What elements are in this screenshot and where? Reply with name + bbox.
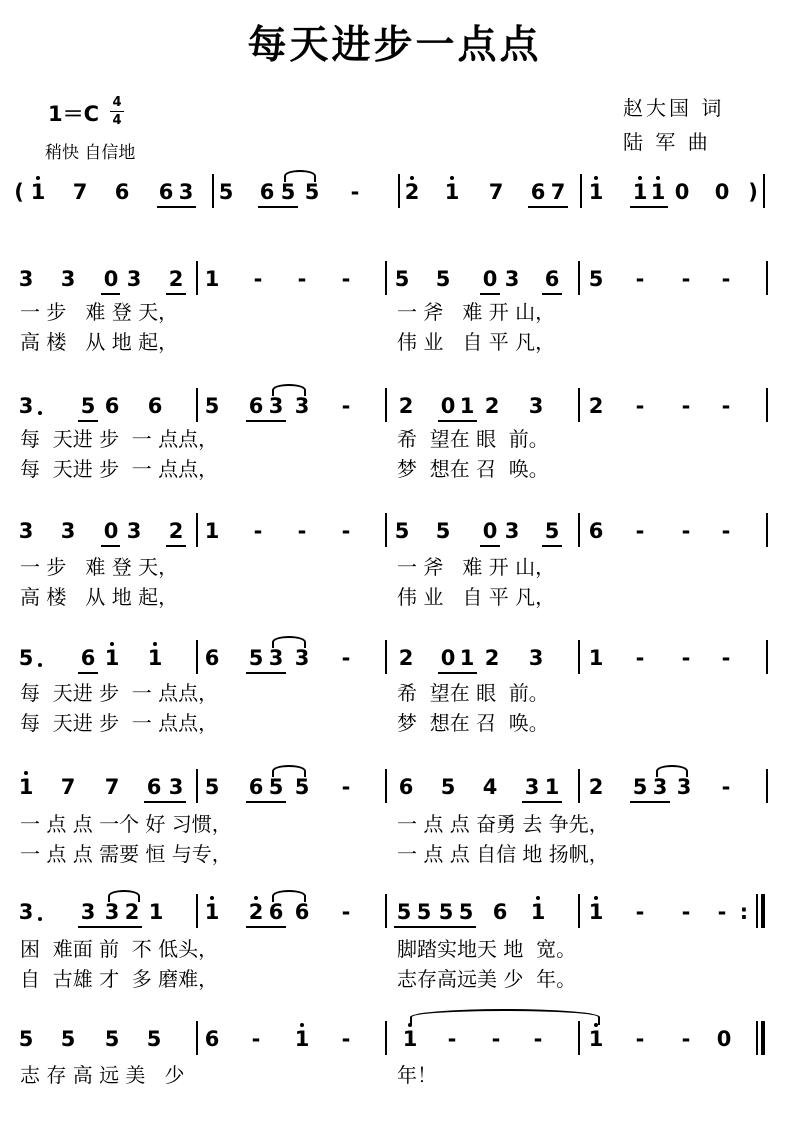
augmentation-dot — [38, 411, 42, 415]
note: 6 — [146, 775, 162, 799]
barline — [580, 174, 582, 208]
note: 1 — [588, 180, 604, 204]
note: 6 — [204, 646, 220, 670]
note: 1 — [204, 900, 220, 924]
lyric-line: 高 楼 从 地 起， — [20, 330, 179, 354]
note: 3 — [268, 394, 284, 418]
lyric-line: 高 楼 从 地 起， — [20, 585, 179, 609]
note: 6 — [492, 900, 508, 924]
lyric-line: 脚踏实地天 地 宽。 — [397, 937, 577, 961]
note: 6 — [158, 180, 174, 204]
note: 3 — [104, 900, 120, 924]
note: 3 — [652, 775, 668, 799]
barline — [385, 894, 387, 928]
note: - — [491, 1027, 501, 1051]
lyric-line: 一 步 难 登 天， — [20, 555, 179, 579]
note: 1 — [204, 267, 220, 291]
note: 5 — [440, 775, 456, 799]
note: 2 — [398, 646, 414, 670]
beam-underline — [630, 206, 668, 208]
lyric-line: 自 古雄 才 多 磨难， — [20, 967, 219, 991]
note: 5 — [80, 394, 96, 418]
beam-underline — [542, 545, 562, 547]
repeat-sign: : — [739, 900, 749, 924]
beam-underline — [258, 206, 298, 208]
note: 5 — [394, 519, 410, 543]
note: 0 — [482, 519, 498, 543]
note: 3 — [504, 267, 520, 291]
note: 1 — [459, 394, 475, 418]
note: 5 — [204, 775, 220, 799]
time-signature — [110, 94, 124, 129]
note: 2 — [124, 900, 140, 924]
barline — [766, 261, 768, 295]
note: 7 — [550, 180, 566, 204]
barline — [578, 388, 580, 422]
note: - — [341, 519, 351, 543]
note: 6 — [147, 394, 163, 418]
note: - — [635, 394, 645, 418]
lyric-line: 伟 业 自 平 凡， — [397, 585, 556, 609]
lyric-line: 伟 业 自 平 凡， — [397, 330, 556, 354]
note: 5 — [632, 775, 648, 799]
note: 5 — [60, 1027, 76, 1051]
note: 3 — [178, 180, 194, 204]
note: 0 — [103, 519, 119, 543]
note: 3 — [80, 900, 96, 924]
barline — [766, 640, 768, 674]
beam-underline — [438, 672, 477, 674]
octave-dot — [450, 176, 454, 180]
note: 5 — [104, 1027, 120, 1051]
note: 3 — [168, 775, 184, 799]
lyric-line: 每 天进 步 一 点点， — [20, 711, 219, 735]
beam-underline — [78, 672, 98, 674]
beam-underline — [101, 293, 120, 295]
note: 1 — [104, 646, 120, 670]
note: 1 — [588, 900, 604, 924]
octave-dot — [410, 176, 414, 180]
tempo-marking: 稍快 自信地 — [45, 143, 136, 163]
note: 3 — [126, 267, 142, 291]
note: 1 — [294, 1027, 310, 1051]
note: 1 — [147, 646, 163, 670]
note: 1 — [650, 180, 666, 204]
note: - — [341, 1027, 351, 1051]
note: 2 — [168, 267, 184, 291]
barline — [578, 261, 580, 295]
beam-underline — [438, 420, 477, 422]
note: - — [635, 267, 645, 291]
barline — [766, 388, 768, 422]
note: - — [635, 1027, 645, 1051]
note: 1 — [632, 180, 648, 204]
octave-dot — [594, 1023, 598, 1027]
note: - — [717, 900, 727, 924]
note: 6 — [80, 646, 96, 670]
beam-underline — [166, 293, 186, 295]
barline — [196, 388, 198, 422]
octave-dot — [300, 1023, 304, 1027]
note: 3 — [126, 519, 142, 543]
beam-underline — [522, 801, 562, 803]
note: 6 — [259, 180, 275, 204]
barline — [196, 513, 198, 547]
note: - — [253, 267, 263, 291]
octave-dot — [153, 642, 157, 646]
note: 0 — [716, 1027, 732, 1051]
note: - — [341, 775, 351, 799]
beam-underline — [394, 926, 476, 928]
lyric-line: 希 望在 眼 前。 — [397, 427, 549, 451]
note: 1 — [30, 180, 46, 204]
note: 5 — [435, 267, 451, 291]
note: 1 — [444, 180, 460, 204]
note: 6 — [544, 267, 560, 291]
note: 5 — [435, 519, 451, 543]
lyric-line: 每 天进 步 一 点点， — [20, 681, 219, 705]
note: 2 — [168, 519, 184, 543]
note: - — [635, 646, 645, 670]
barline — [578, 640, 580, 674]
note: 1 — [459, 646, 475, 670]
lyric-line: 每 天进 步 一 点点， — [20, 427, 219, 451]
note: 1 — [530, 900, 546, 924]
note: - — [681, 519, 691, 543]
final-barline — [761, 1021, 765, 1055]
note: 0 — [714, 180, 730, 204]
beam-underline — [157, 206, 196, 208]
note: 7 — [72, 180, 88, 204]
open-paren: ( — [14, 180, 24, 204]
note: 5 — [458, 900, 474, 924]
barline — [196, 769, 198, 803]
note: 6 — [248, 775, 264, 799]
note: 3 — [528, 646, 544, 670]
note: 5 — [416, 900, 432, 924]
octave-dot — [536, 896, 540, 900]
note: 1 — [588, 1027, 604, 1051]
note: 3 — [676, 775, 692, 799]
beam-underline — [246, 420, 286, 422]
lyric-line: 志存高远美 少 年。 — [397, 967, 577, 991]
lyric-line: 一 斧 难 开 山， — [397, 300, 556, 324]
lyricist-credit: 赵大国 词 — [623, 96, 725, 120]
note: 3 — [18, 267, 34, 291]
note: 5 — [396, 900, 412, 924]
beam-underline — [480, 293, 500, 295]
close-paren: ) — [748, 180, 758, 204]
song-title: 每天进步一点点 — [247, 22, 542, 68]
beam-underline — [528, 206, 568, 208]
note: 5 — [280, 180, 296, 204]
beam-underline — [246, 672, 286, 674]
note: - — [533, 1027, 543, 1051]
barline — [756, 1021, 758, 1055]
note: 3 — [294, 646, 310, 670]
tie-slur — [410, 1009, 600, 1025]
note: 7 — [488, 180, 504, 204]
augmentation-dot — [38, 917, 42, 921]
barline — [578, 769, 580, 803]
beam-underline — [542, 293, 562, 295]
note: 0 — [440, 394, 456, 418]
lyric-line: 一 点 点 奋勇 去 争先， — [397, 812, 609, 836]
final-barline — [761, 894, 765, 928]
note: - — [721, 646, 731, 670]
beam-underline — [144, 801, 186, 803]
note: - — [297, 519, 307, 543]
lyric-line: 一 点 点 一个 好 习惯， — [20, 812, 232, 836]
lyric-line: 梦 想在 召 唤。 — [397, 711, 549, 735]
barline — [385, 261, 387, 295]
note: 5 — [304, 180, 320, 204]
key-signature: 1＝C — [48, 102, 100, 126]
note: 1 — [402, 1027, 418, 1051]
note: 4 — [482, 775, 498, 799]
note: - — [721, 394, 731, 418]
lyric-line: 一 点 点 自信 地 扬帆， — [397, 842, 609, 866]
note: 3 — [504, 519, 520, 543]
octave-dot — [254, 896, 258, 900]
note: 5 — [268, 775, 284, 799]
barline — [578, 1021, 580, 1055]
beam-underline — [480, 545, 500, 547]
note: 5 — [438, 900, 454, 924]
note: - — [447, 1027, 457, 1051]
augmentation-dot — [38, 663, 42, 667]
note: 1 — [148, 900, 164, 924]
note: 2 — [398, 394, 414, 418]
beam-underline — [630, 801, 670, 803]
composer-credit: 陆 军 曲 — [623, 130, 711, 154]
note: 5 — [248, 646, 264, 670]
note: 5 — [18, 646, 34, 670]
note: 5 — [294, 775, 310, 799]
note: - — [635, 519, 645, 543]
note: 2 — [404, 180, 420, 204]
note: - — [635, 900, 645, 924]
barline — [385, 513, 387, 547]
note: 6 — [204, 1027, 220, 1051]
note: - — [681, 900, 691, 924]
note: 5 — [146, 1027, 162, 1051]
note: 3 — [18, 900, 34, 924]
barline — [196, 261, 198, 295]
beam-underline — [101, 545, 120, 547]
note: - — [350, 180, 360, 204]
note: - — [681, 267, 691, 291]
lyric-line: 梦 想在 召 唤。 — [397, 457, 549, 481]
note: 5 — [218, 180, 234, 204]
beam-underline — [166, 545, 186, 547]
note: - — [721, 775, 731, 799]
beam-underline — [246, 801, 286, 803]
note: 6 — [114, 180, 130, 204]
octave-dot — [594, 896, 598, 900]
note: 2 — [484, 394, 500, 418]
note: - — [251, 1027, 261, 1051]
note: 2 — [588, 394, 604, 418]
lyric-line: 每 天进 步 一 点点， — [20, 457, 219, 481]
barline — [385, 1021, 387, 1055]
lyric-line: 一 斧 难 开 山， — [397, 555, 556, 579]
barline — [212, 174, 214, 208]
note: 3 — [60, 267, 76, 291]
barline — [763, 174, 765, 208]
barline — [196, 894, 198, 928]
beam-underline — [78, 420, 98, 422]
note: 5 — [588, 267, 604, 291]
note: 3 — [294, 394, 310, 418]
note: 3 — [18, 394, 34, 418]
octave-dot — [638, 176, 642, 180]
time-signature-bottom: 4 — [112, 113, 122, 128]
note: 5 — [544, 519, 560, 543]
barline — [766, 513, 768, 547]
beam-underline — [246, 926, 286, 928]
note: 1 — [18, 775, 34, 799]
note: 2 — [484, 646, 500, 670]
note: 1 — [204, 519, 220, 543]
octave-dot — [210, 896, 214, 900]
note: 2 — [248, 900, 264, 924]
barline — [398, 174, 400, 208]
barline — [766, 769, 768, 803]
barline — [756, 894, 758, 928]
note: 6 — [398, 775, 414, 799]
octave-dot — [110, 642, 114, 646]
note: 0 — [482, 267, 498, 291]
note: 3 — [268, 646, 284, 670]
note: - — [721, 267, 731, 291]
note: - — [681, 1027, 691, 1051]
note: 6 — [530, 180, 546, 204]
note: 1 — [588, 646, 604, 670]
lyric-line: 希 望在 眼 前。 — [397, 681, 549, 705]
barline — [385, 640, 387, 674]
note: 5 — [204, 394, 220, 418]
note: 6 — [248, 394, 264, 418]
tie-slur — [108, 890, 140, 902]
note: 7 — [60, 775, 76, 799]
barline — [385, 388, 387, 422]
octave-dot — [24, 771, 28, 775]
note: - — [341, 267, 351, 291]
lyric-line: 志 存 高 远 美 少 — [20, 1063, 185, 1087]
note: 2 — [588, 775, 604, 799]
lyric-line: 一 步 难 登 天， — [20, 300, 179, 324]
octave-dot — [594, 176, 598, 180]
note: 6 — [268, 900, 284, 924]
barline — [578, 894, 580, 928]
lyric-line: 困 难面 前 不 低头， — [20, 937, 219, 961]
note: 3 — [18, 519, 34, 543]
lyric-line: 年！ — [397, 1063, 437, 1087]
note: - — [721, 519, 731, 543]
barline — [196, 640, 198, 674]
note: 3 — [528, 394, 544, 418]
note: - — [681, 394, 691, 418]
time-signature-top: 4 — [112, 95, 122, 110]
note: 3 — [60, 519, 76, 543]
note: 0 — [674, 180, 690, 204]
note: 7 — [104, 775, 120, 799]
note: - — [253, 519, 263, 543]
note: - — [341, 394, 351, 418]
lyric-line: 一 点 点 需要 恒 与专， — [20, 842, 232, 866]
note: 5 — [18, 1027, 34, 1051]
barline — [196, 1021, 198, 1055]
note: - — [681, 646, 691, 670]
beam-underline — [78, 926, 142, 928]
note: 6 — [294, 900, 310, 924]
note: 6 — [588, 519, 604, 543]
octave-dot — [656, 176, 660, 180]
note: - — [341, 646, 351, 670]
note: 5 — [394, 267, 410, 291]
note: - — [297, 267, 307, 291]
octave-dot — [36, 176, 40, 180]
note: 6 — [104, 394, 120, 418]
note: 1 — [544, 775, 560, 799]
barline — [578, 513, 580, 547]
note: 3 — [524, 775, 540, 799]
note: 0 — [440, 646, 456, 670]
note: - — [341, 900, 351, 924]
barline — [385, 769, 387, 803]
note: 0 — [103, 267, 119, 291]
